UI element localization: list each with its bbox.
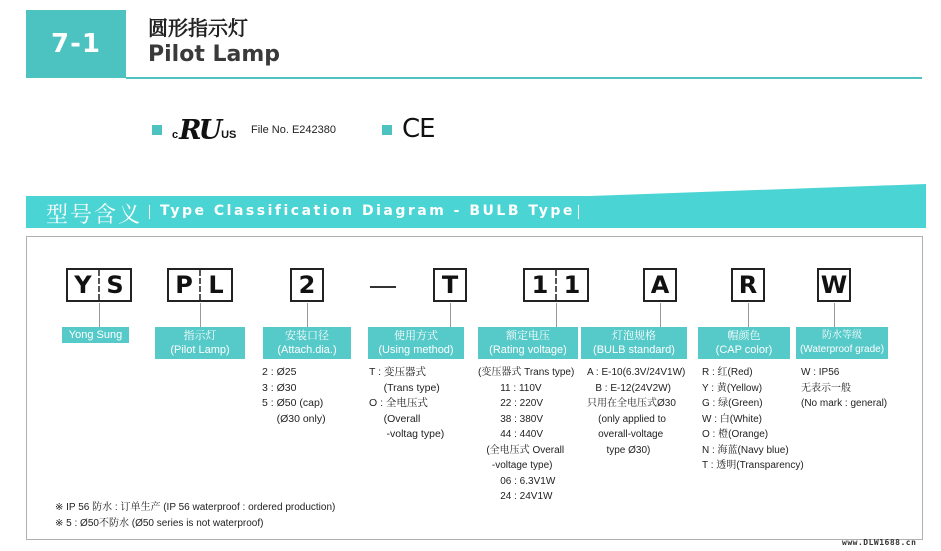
desc-attach: 2 : Ø25 3 : Ø30 5 : Ø50 (cap) (Ø30 only) [262,366,326,425]
code-char: 1 [531,271,549,299]
code-box-cap [731,268,765,302]
page-title-en: Pilot Lamp [148,42,281,67]
code-box-type [167,268,233,302]
code-char: 2 [298,271,316,299]
code-char: A [650,271,670,299]
connector-line [200,303,201,327]
label-method-cn: 使用方式 [394,330,438,342]
label-bulb-cn: 灯泡规格 [612,330,656,342]
connector-line [834,303,835,327]
label-method [368,327,464,359]
label-bulb-en: (BULB standard) [593,344,675,356]
label-waterproof-en: (Waterproof grade) [799,344,885,355]
label-attach-cn: 安装口径 [285,330,329,342]
label-cap-en: (CAP color) [715,344,773,356]
connector-line [556,303,557,327]
code-char: 1 [555,270,587,300]
title-divider [126,77,922,79]
band-separator [149,205,150,219]
code-char: R [738,271,758,299]
band-title-cn: 型号含义 [46,203,143,228]
cert-bullet-square [382,125,392,135]
band-title-en: Type Classification Diagram - BULB Type [160,203,575,219]
desc-voltage: (变压器式 Trans type) 11 : 110V 22 : 220V 38 : 380V 44 : 440V (全电压式 Overall -voltage type) 06 : 6.3V1W 24 : 24V1W [478,367,575,502]
label-waterproof [796,327,888,359]
connector-line [99,303,100,327]
connector-line [660,303,661,327]
page-title-cn: 圆形指示灯 [148,16,248,40]
code-char: Y [74,271,92,299]
connector-line [450,303,451,327]
code-box-waterproof [817,268,851,302]
desc-bulb: A : E-10(6.3V/24V1W) B : E-12(24V2W) 只用在全电压式Ø30 (only applied to overall-voltage type Ø30) [587,367,686,456]
label-type-cn: 指示灯 [183,330,217,342]
label-cap-cn: 帽颜色 [727,330,761,342]
label-maker [62,327,129,343]
connector-line [748,303,749,327]
label-cap [698,327,790,359]
section-number-badge: 7-1 [26,10,126,78]
footnote-cap-size: ※ 5 : Ø50不防水 (Ø50 series is not waterproof) [55,518,264,529]
label-bulb [581,327,687,359]
code-box-attach [290,268,324,302]
watermark-text: www.DLW1688.cn [842,538,917,547]
code-char: W [820,271,848,299]
ul-certification-logo [172,115,237,146]
ul-file-number: File No. E242380 [251,124,336,136]
label-voltage-en: (Rating voltage) [489,344,567,356]
label-voltage [478,327,578,359]
band-accent-wedge [560,184,926,196]
label-type [155,327,245,359]
code-char: S [98,270,130,300]
ul-c-text: c [172,129,179,141]
code-box-voltage [523,268,589,302]
label-method-en: (Using method) [378,344,454,356]
label-maker-text: Yong Sung [68,329,123,341]
label-voltage-cn: 额定电压 [506,330,550,342]
ce-certification-logo: CE [402,114,435,144]
code-hyphen [370,286,396,288]
label-type-en: (Pilot Lamp) [170,344,230,356]
footnote-waterproof: ※ IP 56 防水 : 订单生产 (IP 56 waterproof : ordered production) [55,502,336,513]
code-char: L [199,270,231,300]
label-waterproof-cn: 防水等级 [822,330,862,341]
code-char: P [175,271,193,299]
desc-method: T : 变压器式 (Trans type) O : 全电压式 (Overall -voltag type) [369,366,445,440]
code-box-bulb [643,268,677,302]
connector-line [307,303,308,327]
code-box-method [433,268,467,302]
ul-ru-text: RU [179,115,220,146]
band-separator [578,205,579,219]
code-char: T [441,271,459,299]
cert-bullet-square [152,125,162,135]
desc-waterproof: W : IP56 无表示一般 (No mark : general) [801,367,888,409]
ul-us-text: US [221,129,237,141]
label-attach [263,327,351,359]
code-box-maker [66,268,132,302]
desc-cap: R : 红(Red) Y : 黄(Yellow) G : 绿(Green) W : 白(White) O : 橙(Orange) N : 海蓝(Navy blue) T : 透明(Transparency) [702,367,804,471]
label-attach-en: (Attach.dia.) [277,344,337,356]
